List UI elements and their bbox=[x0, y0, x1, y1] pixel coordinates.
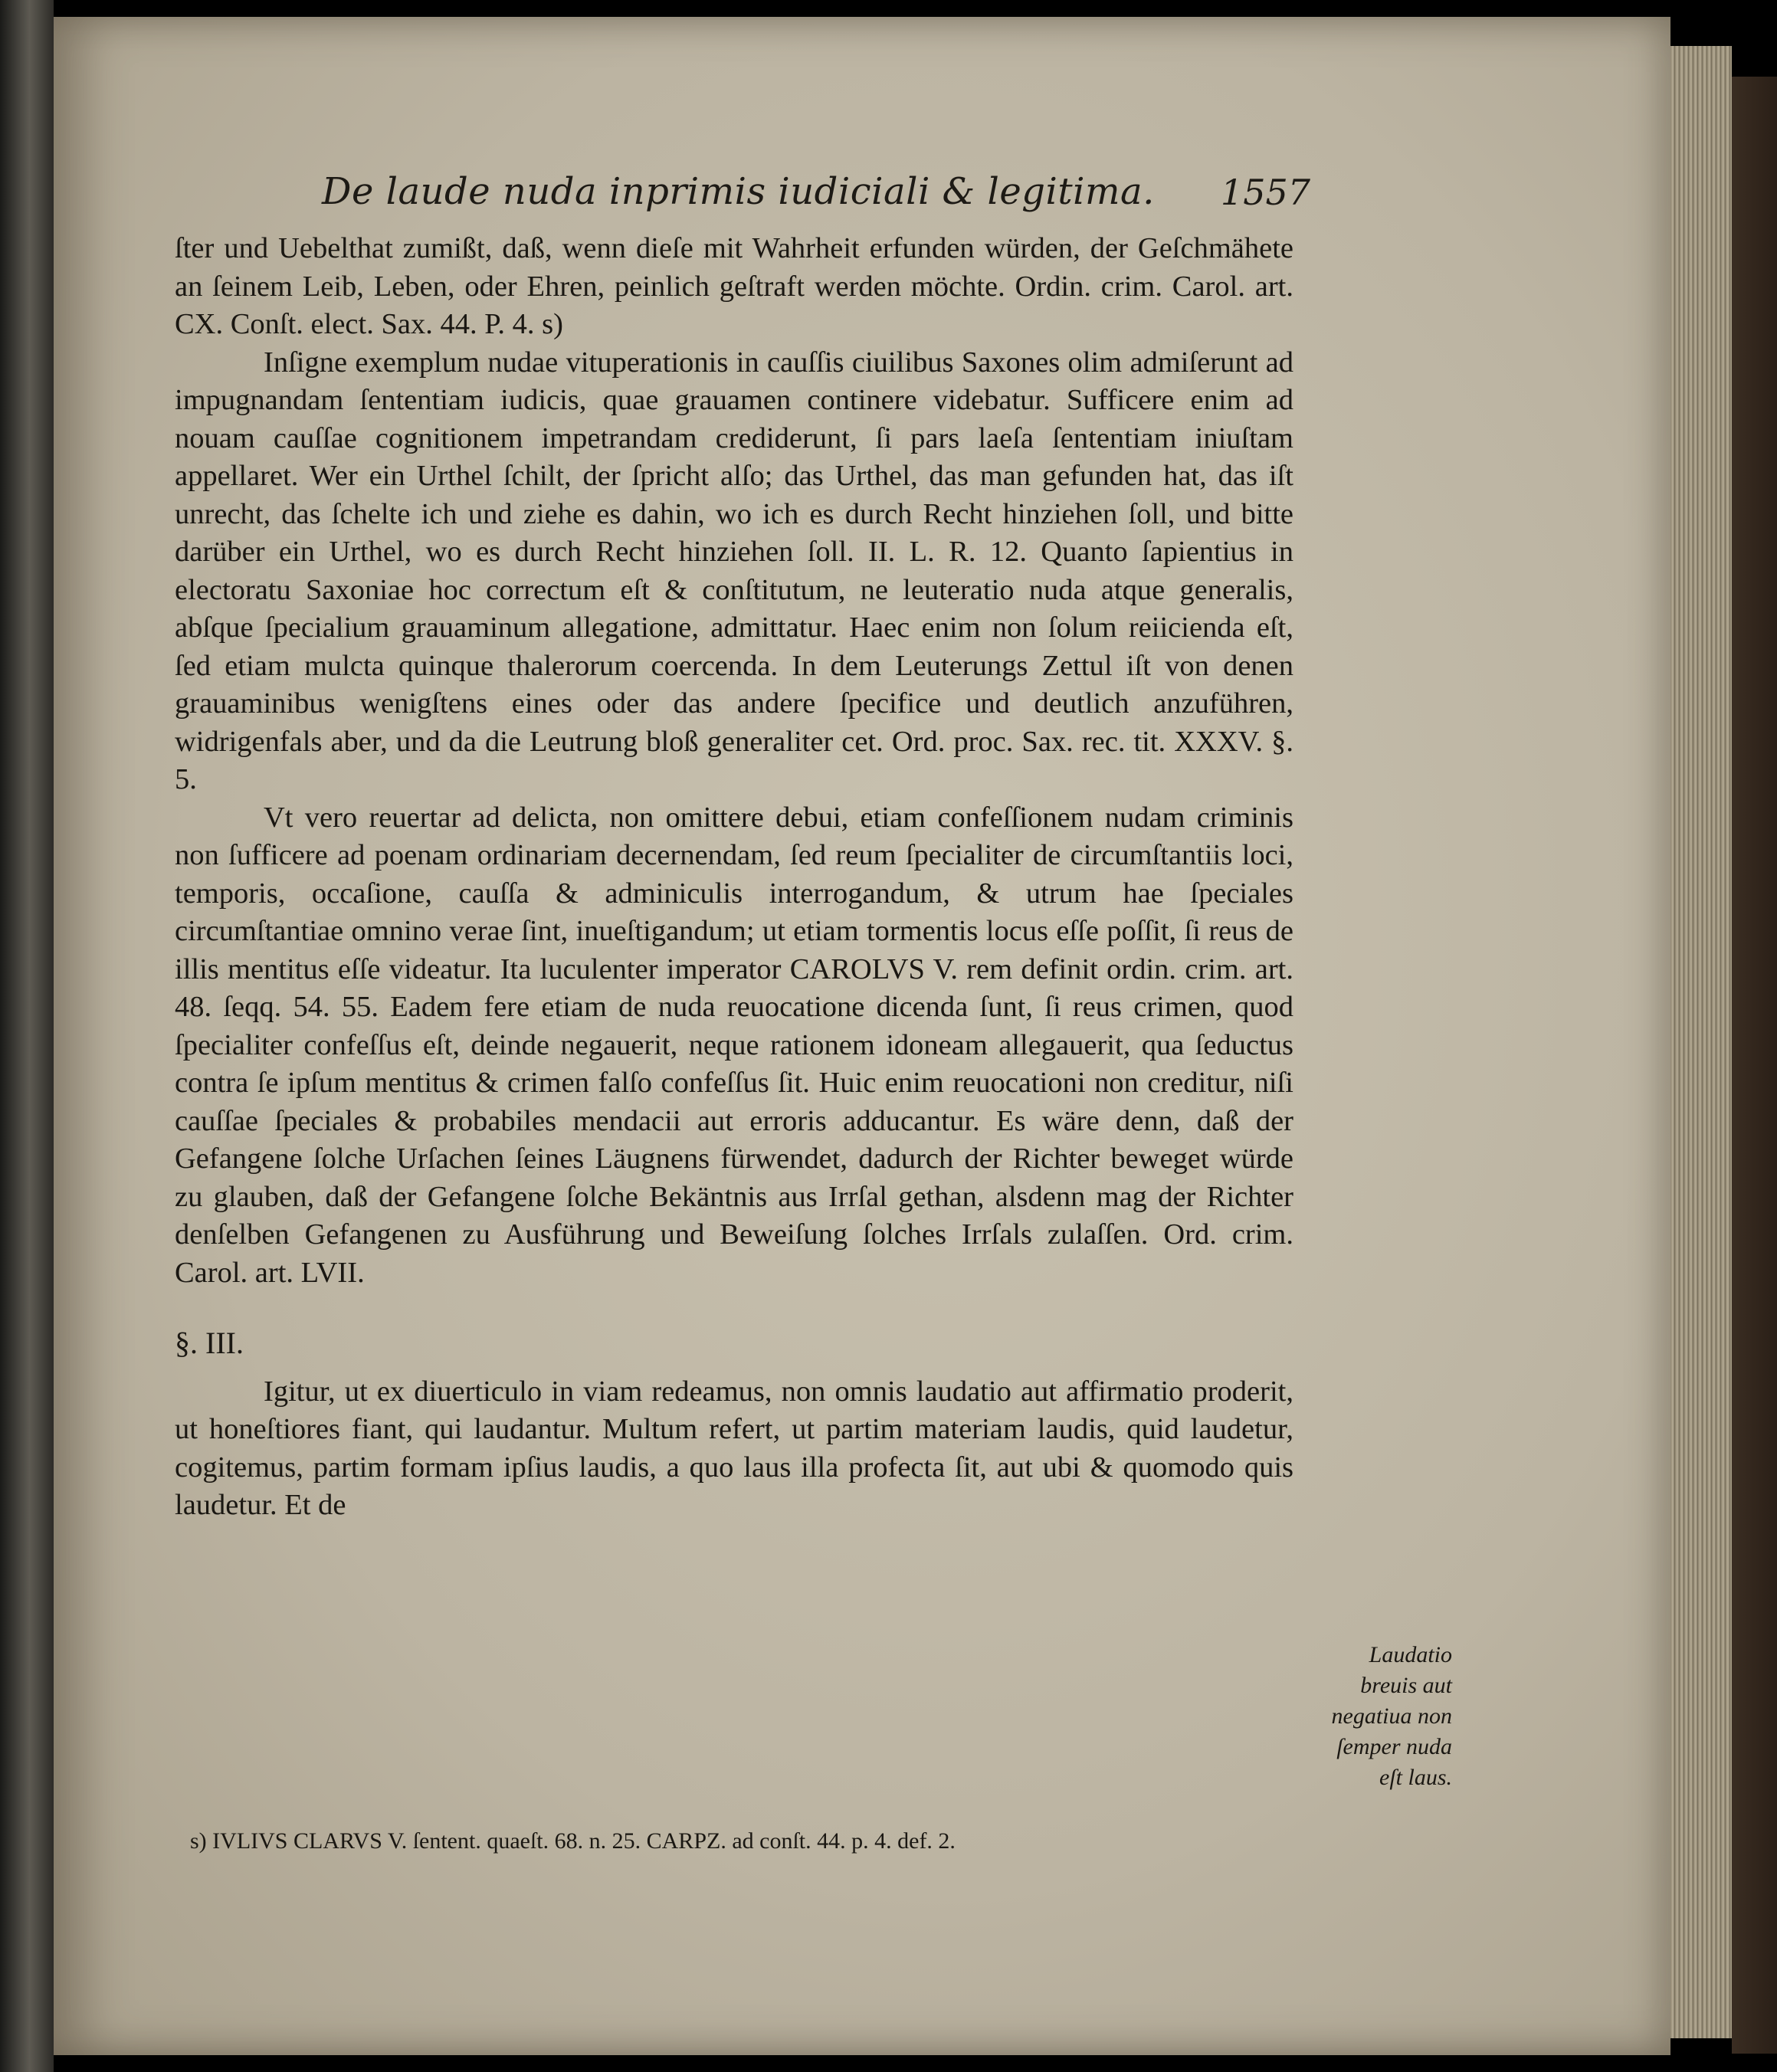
page-header bbox=[291, 170, 1310, 224]
paragraph-4: Igitur, ut ex diuerticulo in viam redeamus, non omnis laudatio aut affirmatio proderit, ut honeſtiores fiant, qui laudantur. Multum refert, ut partim materiam laudis, quid laudetur, cogitemus, partim formam ipſius laudis, a quo laus illa profecta ſit, aut ubi & quomodo quis laudetur. Et de bbox=[175, 1375, 1293, 1521]
section-heading: §. III. bbox=[175, 1326, 244, 1360]
paragraph-3: Vt vero reuertar ad delicta, non omittere debui, etiam confeſſionem nudam criminis non ſufficere ad poenam ordinariam decernendam, ſed reum ſpecialiter de circumſtantiis loci, temporis, occaſione, cauſſa & adminiculis interrogandum, & utrum hae ſpeciales circumſtantiae omnino verae ſint, inueſtigandum; ut etiam tormentis locus eſſe poſſit, ſi reus de illis mentitus eſſe videatur. Ita luculenter imperator CAROLVS V. rem definit ordin. crim. art. 48. ſeqq. 54. 55. Eadem fere etiam de nuda reuocatione dicenda ſunt, ſi reus crimen, quod ſpecialiter confeſſus eſt, deinde negauerit, neque rationem idoneam allegauerit, qua ſeductus contra ſe ipſum mentitus & crimen falſo confeſſus ſit. Huic enim reuocationi non creditur, niſi cauſſae ſpeciales & probabiles mendacii aut erroris adducantur. Es wäre denn, daß der Gefangene ſolche Urſachen ſeines Läugnens fürwendet, dadurch der Richter beweget würde zu glauben, daß der Gefangene ſolche Bekäntnis aus Irrſal gethan, alsdenn mag der Richter denſelben Gefangenen zu Ausführung und Beweiſung ſolches Irrſals zulaſſen. Ord. crim. Carol. art. LVII. bbox=[175, 801, 1293, 1289]
margin-note: Laudatio breuis aut negatiua non ſemper nuda eſt laus. bbox=[1331, 1642, 1452, 1790]
main-text bbox=[175, 230, 1293, 1525]
running-title: De laude nuda inprimis iudiciali & legitima. bbox=[322, 170, 1155, 213]
page-number: 1557 bbox=[1220, 172, 1310, 213]
paragraph-1: ſter und Uebelthat zumißt, daß, wenn dieſe mit Wahrheit erfunden würden, der Geſchmähete an ſeinem Leib, Leben, oder Ehren, peinlich geſtraft werden möchte. Ordin. crim. Carol. art. CX. Conſt. elect. Sax. 44. P. 4. s) bbox=[175, 232, 1293, 340]
footnote: s) IVLIVS CLARVS V. ſentent. quaeſt. 68. n. 25. CARPZ. ad conſt. 44. p. 4. def. 2. bbox=[190, 1828, 956, 1854]
page-edges bbox=[1670, 46, 1732, 2038]
book-cover-edge bbox=[1732, 77, 1777, 2054]
paragraph-2: Inſigne exemplum nudae vituperationis in cauſſis ciuilibus Saxones olim admiſerunt ad impugnandam ſententiam iudicis, quae grauamen continere videbatur. Sufficere enim ad nouam cauſſae cognitionem impetrandam crediderunt, ſi pars laeſa ſententiam iniuſtam appellaret. Wer ein Urthel ſchilt, der ſpricht alſo; das Urthel, das man gefunden hat, das iſt unrecht, das ſchelte ich und ziehe es dahin, wo ich es durch Recht hinziehen ſoll, und bitte darüber ein Urthel, wo es durch Recht hinziehen ſoll. II. L. R. 12. Quanto ſapientius in electoratu Saxoniae hoc correctum eſt & conſtitutum, ne leuteratio nuda atque generalis, abſque ſpecialium grauaminum allegatione, admittatur. Haec enim non ſolum reiicienda eſt, ſed etiam mulcta quinque thalerorum coercenda. In dem Leuterungs Zettul iſt von denen grauaminibus wenigſtens eines oder das andere ſpecifice und deutlich anzuführen, widrigenfals aber, und da die Leutrung bloß generaliter cet. Ord. proc. Sax. rec. tit. XXXV. §. 5. bbox=[175, 346, 1293, 795]
left-page-edge bbox=[0, 0, 54, 2072]
